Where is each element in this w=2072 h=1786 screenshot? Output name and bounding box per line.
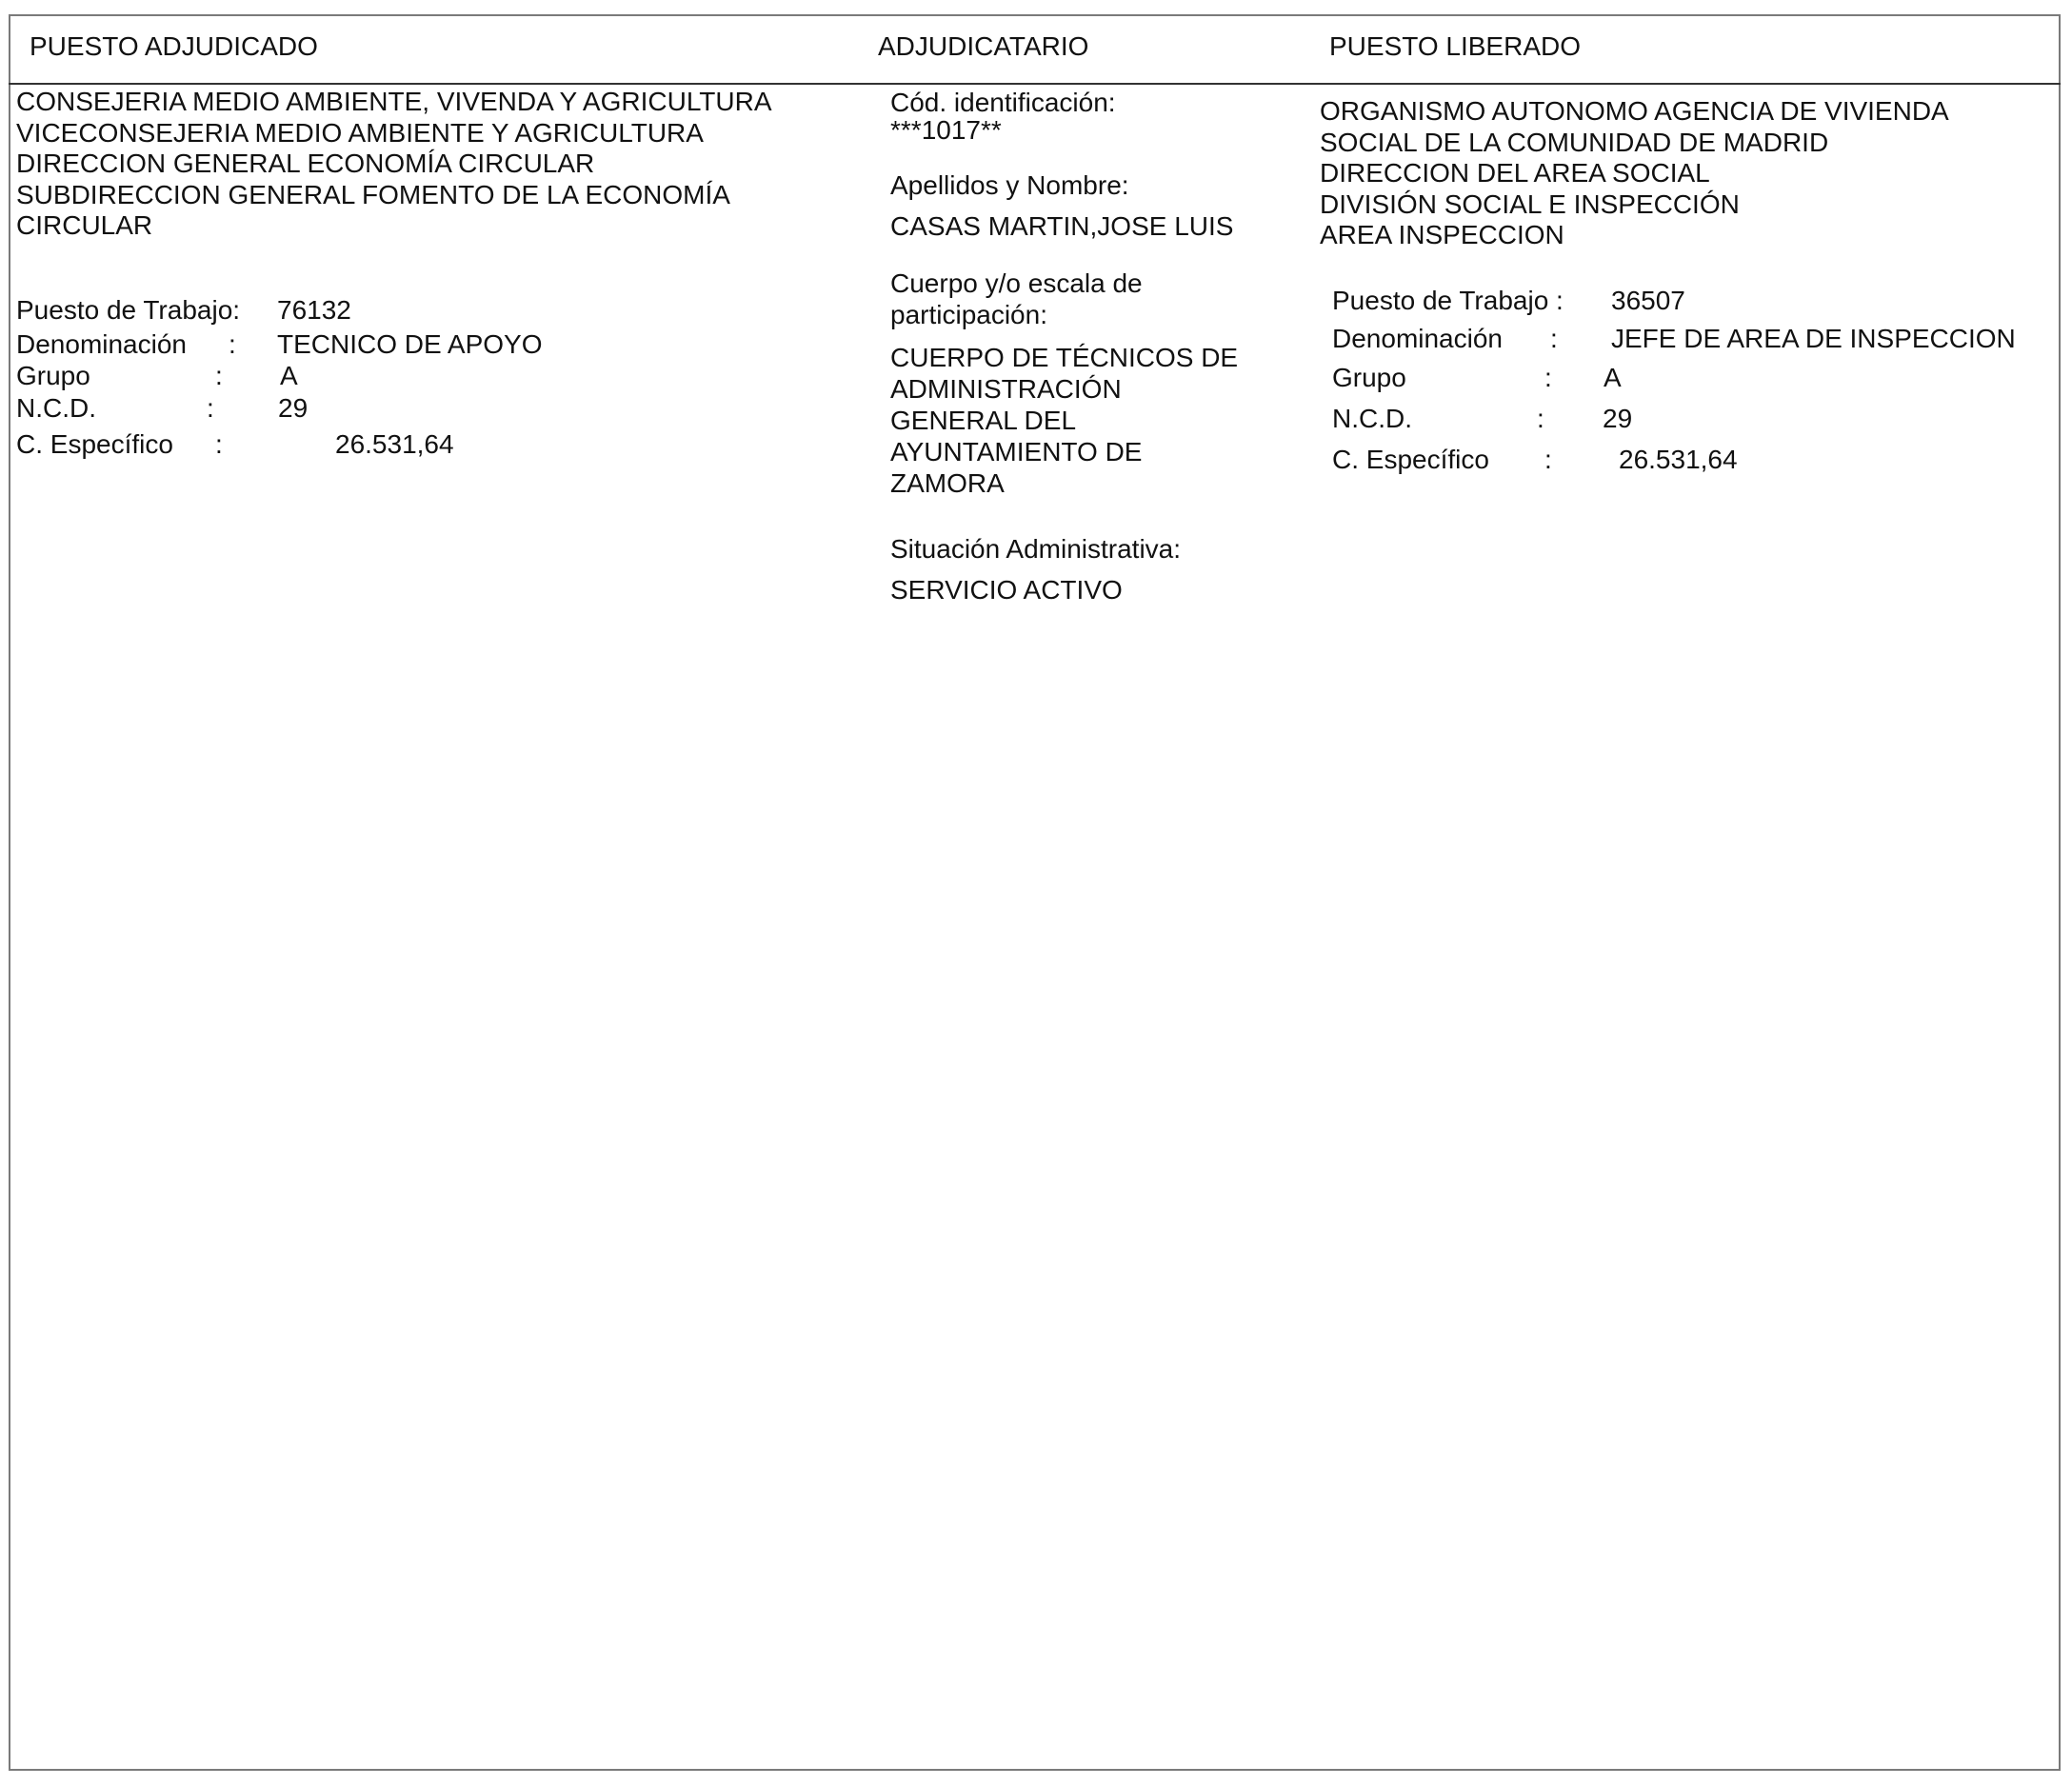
adjudicado-especifico-colon: : [215,429,223,459]
liberado-especifico-value: 26.531,64 [1619,445,1738,474]
liberado-grupo-label: Grupo [1332,363,1406,392]
adjudicado-grupo-colon: : [215,361,223,390]
situacion-label: Situación Administrativa: [890,534,1182,564]
cod-identificacion-label: Cód. identificación: [890,88,1116,117]
cuerpo-value-line: ZAMORA [890,468,1005,498]
adjudicado-puesto-label: Puesto de Trabajo: [16,295,241,325]
adjudicado-grupo-label: Grupo [16,361,90,390]
cuerpo-value-line: GENERAL DEL [890,406,1077,435]
cuerpo-value-line: ADMINISTRACIÓN [890,374,1122,404]
liberado-denominacion-colon: : [1550,324,1558,353]
adjudicado-denominacion-colon: : [229,329,236,359]
liberado-org-line: AREA INSPECCION [1320,220,1564,249]
adjudicado-org-line: CONSEJERIA MEDIO AMBIENTE, VIVENDA Y AGRICULTURA [16,87,772,116]
adjudicado-ncd-label: N.C.D. [16,393,96,423]
adjudicado-org-line: CIRCULAR [16,210,153,240]
adjudicado-especifico-label: C. Específico [16,429,173,459]
nombre-label: Apellidos y Nombre: [890,170,1129,200]
adjudicado-denominacion-label: Denominación [16,329,187,359]
cod-identificacion-value: ***1017** [890,115,1002,145]
adjudicado-ncd-value: 29 [278,393,309,423]
liberado-org-line: DIRECCION DEL AREA SOCIAL [1320,158,1710,188]
situacion-value: SERVICIO ACTIVO [890,575,1123,605]
adjudicado-especifico-value: 26.531,64 [335,429,454,459]
header-divider [9,83,2061,85]
liberado-ncd-label: N.C.D. [1332,404,1412,433]
adjudicado-ncd-colon: : [207,393,214,423]
liberado-puesto-value: 36507 [1611,286,1685,315]
liberado-puesto-label: Puesto de Trabajo : [1332,286,1564,315]
liberado-especifico-colon: : [1544,445,1552,474]
adjudicado-puesto-value: 76132 [277,295,351,325]
header-puesto-adjudicado: PUESTO ADJUDICADO [30,31,318,61]
liberado-grupo-colon: : [1544,363,1552,392]
cuerpo-value-line: AYUNTAMIENTO DE [890,437,1143,466]
liberado-grupo-value: A [1604,363,1622,392]
adjudicado-org-line: DIRECCION GENERAL ECONOMÍA CIRCULAR [16,149,595,178]
adjudicado-org-line: SUBDIRECCION GENERAL FOMENTO DE LA ECONOMÍA [16,179,730,209]
liberado-org-line: ORGANISMO AUTONOMO AGENCIA DE VIVIENDA [1320,96,1949,126]
liberado-org-line: SOCIAL DE LA COMUNIDAD DE MADRID [1320,127,1829,157]
cuerpo-value-line: CUERPO DE TÉCNICOS DE [890,343,1239,372]
liberado-ncd-colon: : [1537,404,1544,433]
header-adjudicatario: ADJUDICATARIO [878,31,1089,61]
liberado-denominacion-value: JEFE DE AREA DE INSPECCION [1611,324,2016,353]
liberado-org-line: DIVISIÓN SOCIAL E INSPECCIÓN [1320,189,1740,219]
cuerpo-label-line: Cuerpo y/o escala de [890,268,1143,298]
adjudicado-org-line: VICECONSEJERIA MEDIO AMBIENTE Y AGRICULTURA [16,117,704,148]
liberado-denominacion-label: Denominación [1332,324,1503,353]
header-puesto-liberado: PUESTO LIBERADO [1329,31,1582,61]
adjudicado-denominacion-value: TECNICO DE APOYO [277,329,543,359]
adjudicado-grupo-value: A [280,361,298,390]
nombre-value: CASAS MARTIN,JOSE LUIS [890,211,1234,241]
cuerpo-label-line: participación: [890,300,1047,329]
liberado-especifico-label: C. Específico [1332,445,1489,474]
liberado-ncd-value: 29 [1603,404,1633,433]
